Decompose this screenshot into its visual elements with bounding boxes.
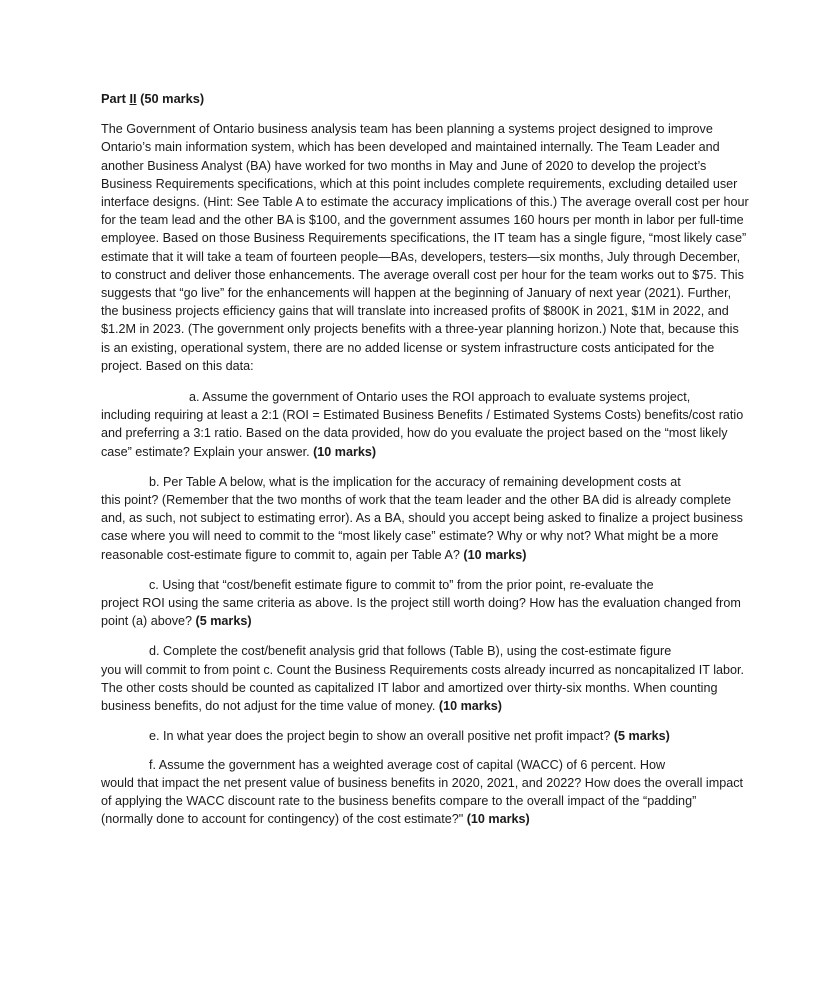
question-a-lead: a. Assume the government of Ontario uses the ROI approach to evaluate systems project,: [189, 390, 691, 405]
question-a: [101, 388, 751, 461]
question-e-text: [101, 727, 751, 745]
part-heading-prefix: Part: [101, 91, 130, 106]
question-d-body: you will commit to from point c. Count the Business Requirements costs already incurred as noncapitalized IT labor. The other costs should be counted as capitalized IT labor and amortized over thirty-six months. When counting business benefits, do not adjust for the time value of money.: [101, 662, 745, 714]
question-d-text: [101, 661, 751, 716]
question-a-body: including requiring at least a 2:1 (ROI = Estimated Business Benefits / Estimated Systems Costs) benefits/cost ratio and preferring a 3:1 ratio. Based on the data provided, how do you evaluate the project based on the “most likely case” estimate? Explain your answer.: [101, 408, 744, 459]
question-f-text: [101, 774, 751, 829]
question-c-lead: c. Using that “cost/benefit estimate figure to commit to” from the prior point, re-evaluate the: [149, 577, 654, 592]
question-c-marks: (5 marks): [195, 614, 252, 629]
question-f: [101, 756, 751, 829]
intro-paragraph: The Government of Ontario business analysis team has been planning a systems project designed to improve Ontario’s main information system, which has been developed and maintained internally. The Team Leader and another Business Analyst (BA) have worked for two months in May and June of 2020 to develop the project’s Business Requirements specifications, which at this point includes complete requirements, excluding detailed user interface designs. (Hint: See Table A to estimate the accuracy implications of this.) The average overall cost per hour for the team lead and the other BA is $100, and the government assumes 160 hours per month in labor per full-time employee. Based on those Business Requirements specifications, the IT team has a single figure, “most likely case” estimate that it will take a team of fourteen people—BAs, developers, testers—six months, July through December, to construct and deliver those enhancements. The average overall cost per hour for the team works out to $75. This suggests that “go live” for the enhancements will happen at the beginning of January of next year (2021). Further, the business projects efficiency gains that will translate into increased profits of $800K in 2021, $1M in 2022, and $1.2M in 2023. (The government only projects benefits with a three-year planning horizon.) Note that, because this is an existing, operational system, there are no added license or system infrastructure costs anticipated for the project. Based on this data:: [101, 122, 749, 373]
question-e: [101, 727, 751, 745]
question-b-body: this point? (Remember that the two months of work that the team leader and the other BA did is already complete and, as such, not subject to estimating error). As a BA, should you accept being asked to finalize a project business case where you will need to commit to the “most likely case” estimate? Why or why not? What might be a more reasonable cost-estimate figure to commit to, again per Table A?: [101, 493, 743, 562]
question-c: [101, 576, 751, 631]
question-b: [101, 473, 751, 564]
part-heading-suffix: (50 marks): [136, 91, 205, 106]
question-b-text: [101, 491, 751, 564]
question-c-text: [101, 594, 751, 630]
question-f-lead: f. Assume the government has a weighted average cost of capital (WACC) of 6 percent. How: [149, 757, 666, 772]
question-a-marks: (10 marks): [313, 444, 377, 459]
question-f-marks: (10 marks): [466, 812, 530, 827]
part-heading: [101, 90, 751, 108]
question-c-body: project ROI using the same criteria as above. Is the project still worth doing? How has the evaluation changed from point (a) above?: [101, 596, 741, 629]
assignment-page: [101, 90, 751, 840]
question-e-marks: (5 marks): [613, 729, 670, 744]
question-a-text: [101, 406, 751, 461]
question-f-body: would that impact the net present value of business benefits in 2020, 2021, and 2022? How does the overall impact of applying the WACC discount rate to the business benefits compare to the overall impact of the “padding” (normally done to account for contingency) of the cost estimate?": [101, 775, 743, 827]
question-b-marks: (10 marks): [463, 547, 527, 562]
question-b-lead: b. Per Table A below, what is the implication for the accuracy of remaining development costs at: [149, 474, 681, 489]
part-number: II: [129, 91, 137, 106]
question-d-lead: d. Complete the cost/benefit analysis grid that follows (Table B), using the cost-estimate figure: [149, 644, 672, 659]
question-d: [101, 642, 751, 715]
question-d-marks: (10 marks): [438, 699, 502, 714]
question-e-lead: e. In what year does the project begin to show an overall positive net profit impact?: [149, 729, 611, 744]
